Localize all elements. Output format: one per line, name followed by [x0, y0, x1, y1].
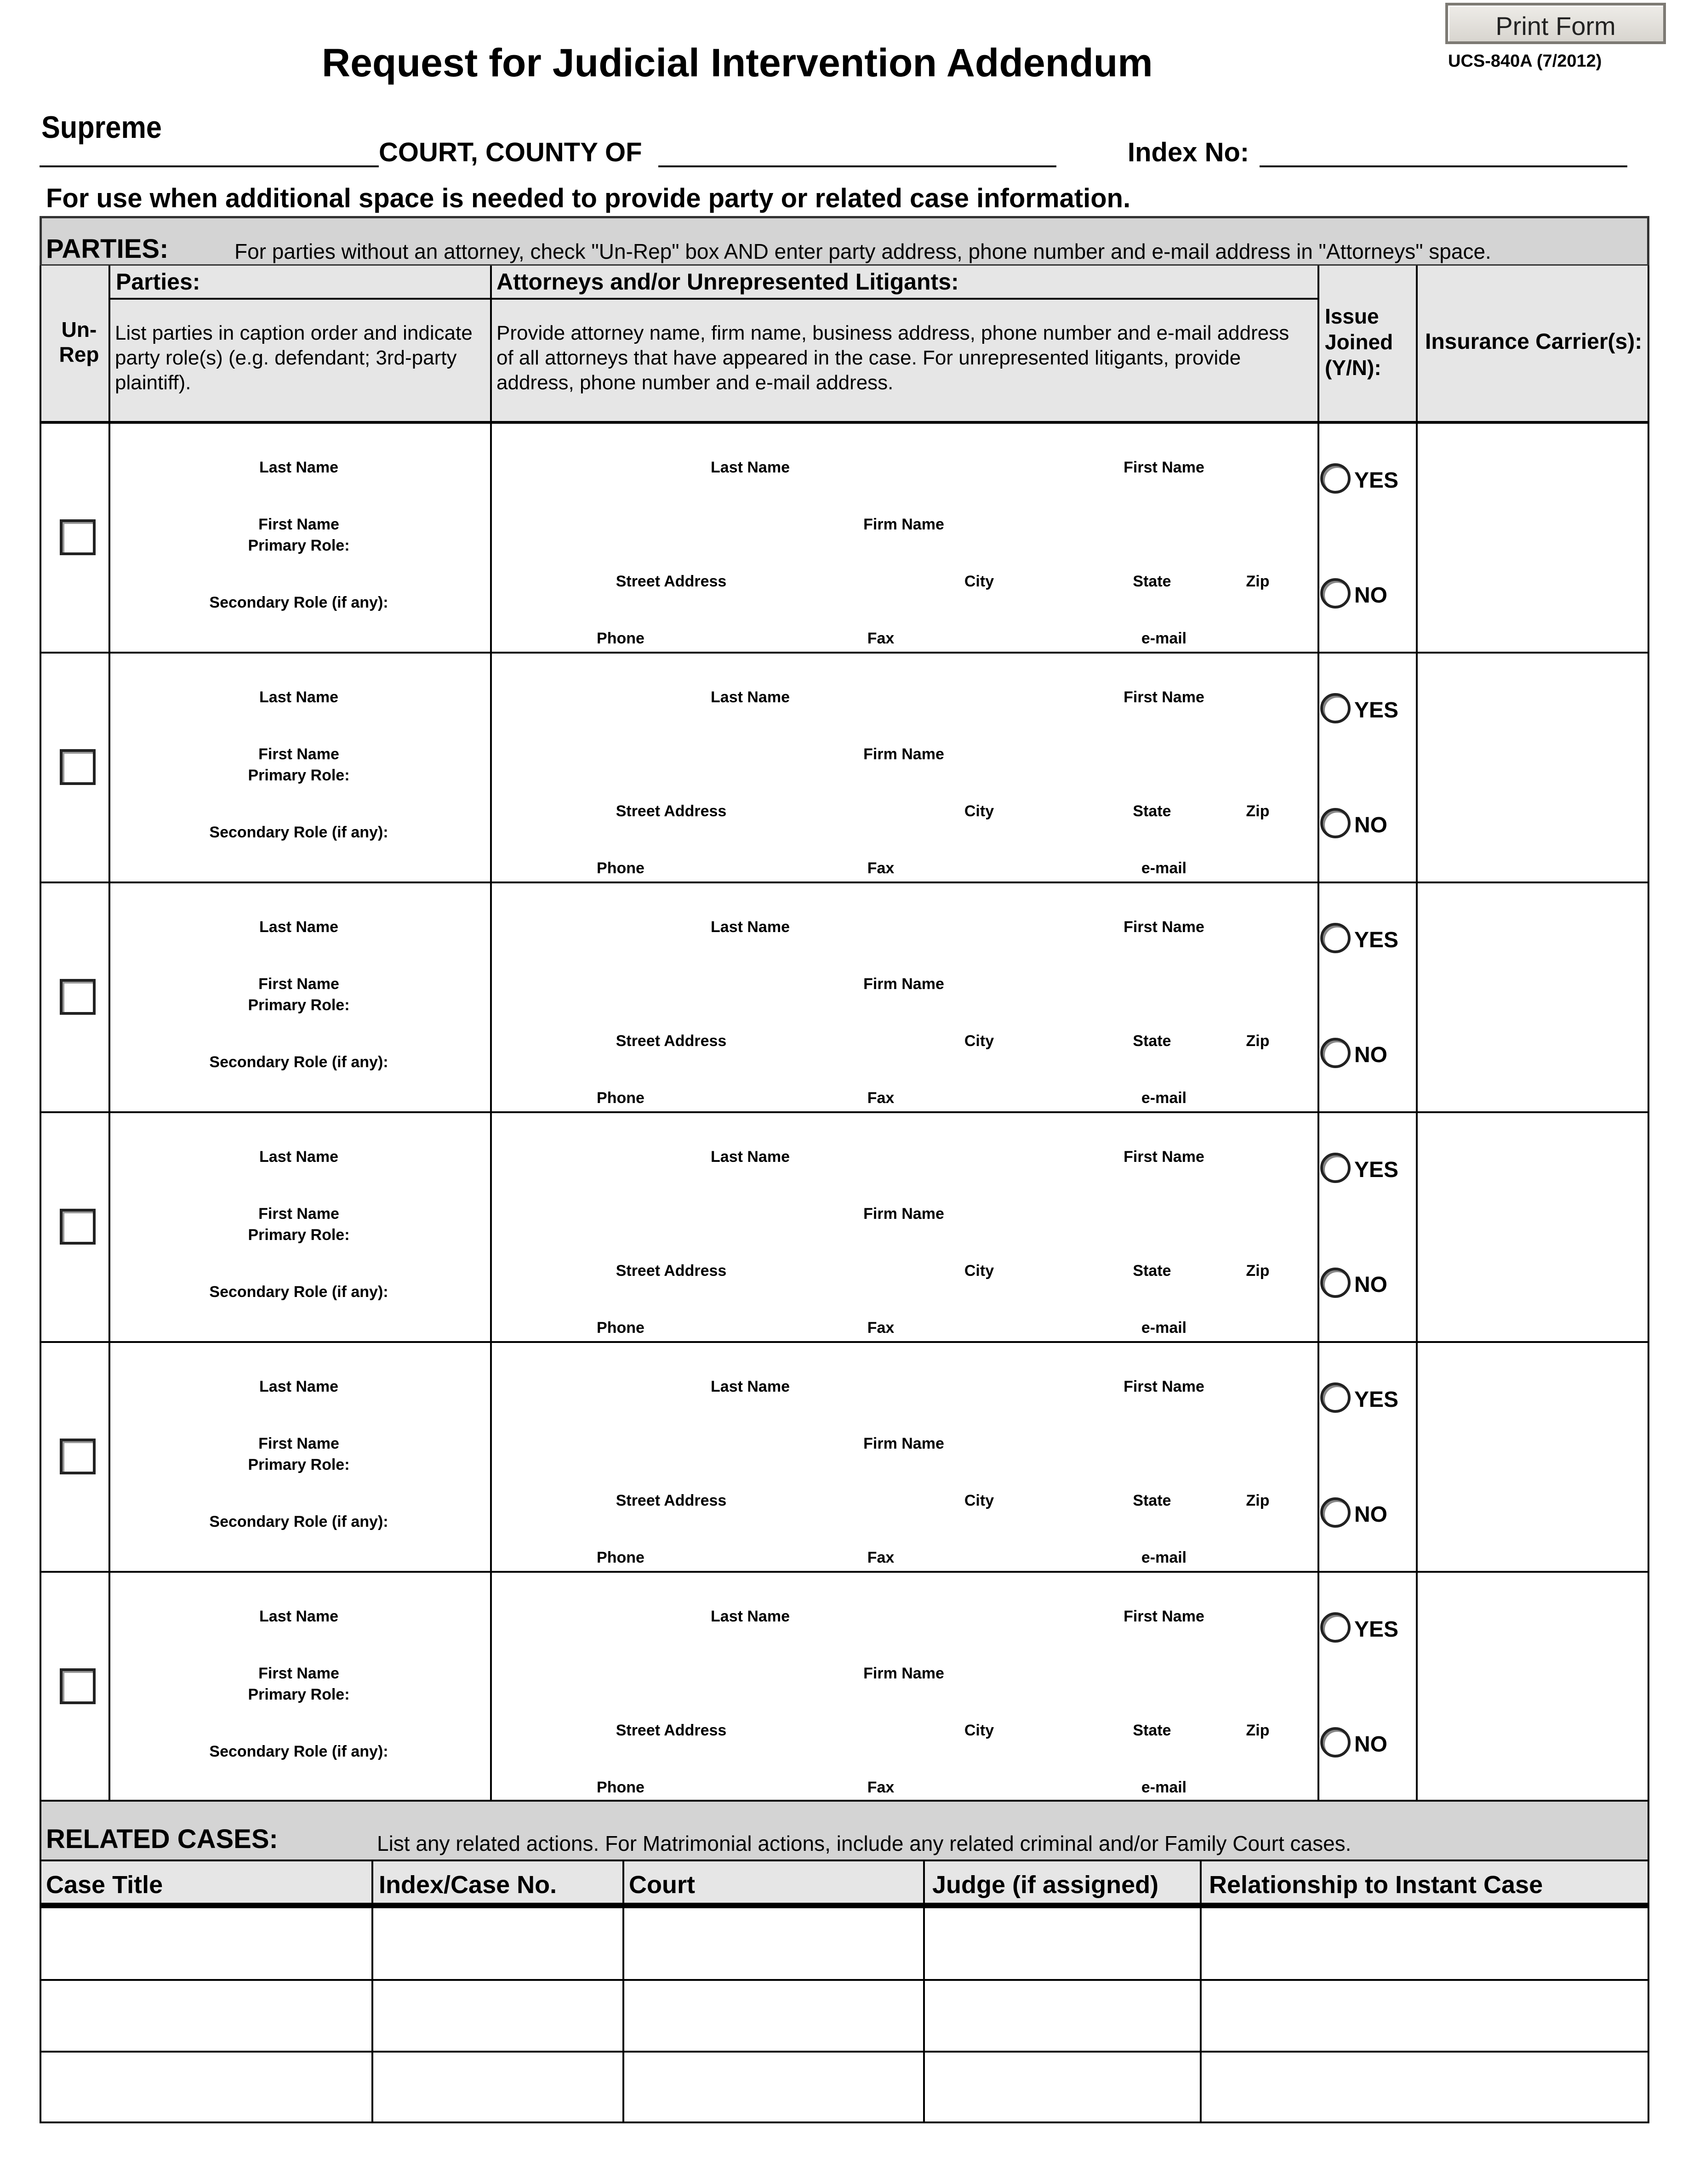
col-divider: [923, 1860, 925, 2123]
court-county-label: COURT, COUNTY OF: [379, 137, 642, 167]
unrep-checkbox[interactable]: [60, 1668, 96, 1704]
email-label: e-mail: [1141, 1549, 1187, 1566]
fax-label: Fax: [867, 859, 895, 877]
state-label: State: [1133, 802, 1171, 820]
row-divider: [40, 2051, 1649, 2053]
col-divider: [490, 1341, 492, 1571]
email-label: e-mail: [1141, 1319, 1187, 1337]
street-address-label: Street Address: [616, 1722, 727, 1739]
party-secondary-role-label: Secondary Role (if any):: [209, 1053, 388, 1071]
yes-label: YES: [1354, 698, 1399, 722]
party-secondary-role-label: Secondary Role (if any):: [209, 1743, 388, 1760]
party-last-name-label: Last Name: [259, 1608, 338, 1625]
phone-label: Phone: [597, 1549, 644, 1566]
email-label: e-mail: [1141, 859, 1187, 877]
street-address-label: Street Address: [616, 1492, 727, 1509]
fax-label: Fax: [867, 1319, 895, 1337]
email-label: e-mail: [1141, 1779, 1187, 1796]
state-label: State: [1133, 1722, 1171, 1739]
attorney-last-name-label: Last Name: [711, 918, 790, 936]
email-label: e-mail: [1141, 630, 1187, 647]
index-number-field[interactable]: [1260, 165, 1627, 167]
attorney-first-name-label: First Name: [1123, 1608, 1204, 1625]
col-divider: [1317, 1111, 1319, 1341]
zip-label: Zip: [1246, 1262, 1270, 1280]
insurance-carrier-field[interactable]: [1419, 656, 1646, 877]
party-primary-role-label: Primary Role:: [248, 996, 350, 1014]
firm-name-label: Firm Name: [863, 975, 944, 993]
related-case-cell-input[interactable]: [625, 1910, 920, 1976]
party-primary-role-label: Primary Role:: [248, 537, 350, 554]
fax-label: Fax: [867, 1089, 895, 1107]
party-first-name-label: First Name: [258, 1665, 339, 1682]
phone-label: Phone: [597, 1089, 644, 1107]
page-title: Request for Judicial Intervention Addendum: [322, 41, 1153, 85]
related-case-cell-input[interactable]: [1203, 1982, 1647, 2048]
insurance-carrier-field[interactable]: [1419, 427, 1646, 647]
related-case-cell-input[interactable]: [1203, 2053, 1647, 2120]
related-cases-heading: RELATED CASES:: [46, 1824, 278, 1854]
state-label: State: [1133, 1262, 1171, 1280]
rc-col-judge: Judge (if assigned): [932, 1871, 1159, 1899]
city-label: City: [964, 1722, 994, 1739]
col-divider: [490, 1111, 492, 1341]
col-divider: [490, 422, 492, 652]
insurance-carrier-field[interactable]: [1419, 1575, 1646, 1796]
county-field[interactable]: [658, 165, 1056, 167]
rc-col-relationship: Relationship to Instant Case: [1209, 1871, 1543, 1899]
firm-name-label: Firm Name: [863, 745, 944, 763]
phone-label: Phone: [597, 1779, 644, 1796]
party-secondary-role-label: Secondary Role (if any):: [209, 1283, 388, 1301]
email-label: e-mail: [1141, 1089, 1187, 1107]
phone-label: Phone: [597, 859, 644, 877]
col-divider: [1317, 422, 1319, 652]
parties-column-description: List parties in caption order and indicate party role(s) (e.g. defendant; 3rd-party plaintiff).: [115, 322, 473, 394]
attorney-last-name-label: Last Name: [711, 1148, 790, 1166]
unrep-checkbox[interactable]: [60, 979, 96, 1015]
insurance-carrier-field[interactable]: [1419, 1346, 1646, 1566]
col-divider: [1416, 266, 1418, 423]
col-divider: [622, 1860, 624, 2123]
attorney-first-name-label: First Name: [1123, 688, 1204, 706]
party-primary-role-label: Primary Role:: [248, 1686, 350, 1703]
col-divider: [1416, 422, 1418, 652]
party-primary-role-label: Primary Role:: [248, 1226, 350, 1244]
street-address-label: Street Address: [616, 802, 727, 820]
attorneys-column-description: Provide attorney name, firm name, business address, phone number and e-mail address of all attorneys that have appeared in the case. For unrepresented litigants, provide address, phone number and e-mail address.: [496, 322, 1289, 394]
print-form-button[interactable]: Print Form: [1445, 3, 1666, 44]
related-case-cell-input[interactable]: [926, 2053, 1197, 2120]
col-divider: [108, 882, 110, 1111]
party-last-name-label: Last Name: [259, 1378, 338, 1395]
issue-joined-no-radio[interactable]: [1320, 1727, 1351, 1757]
col-divider: [1317, 1341, 1319, 1571]
col-divider: [108, 1341, 110, 1571]
col-divider: [108, 1571, 110, 1801]
party-primary-role-label: Primary Role:: [248, 1456, 350, 1473]
issue-joined-yes-radio[interactable]: [1320, 923, 1351, 953]
col-divider: [108, 422, 110, 652]
no-label: NO: [1354, 1273, 1387, 1297]
related-case-cell-input[interactable]: [926, 1982, 1197, 2048]
no-label: NO: [1354, 1732, 1387, 1757]
unrep-checkbox[interactable]: [60, 519, 96, 555]
col-divider: [490, 1571, 492, 1801]
unrep-checkbox[interactable]: [60, 1209, 96, 1245]
related-cases-instruction: List any related actions. For Matrimonial actions, include any related criminal and/or Family Court cases.: [377, 1831, 1352, 1855]
state-label: State: [1133, 1032, 1171, 1050]
issue-joined-yes-radio[interactable]: [1320, 693, 1351, 723]
yes-label: YES: [1354, 1158, 1399, 1182]
court-name-line: [40, 165, 379, 167]
zip-label: Zip: [1246, 1722, 1270, 1739]
attorney-first-name-label: First Name: [1123, 1378, 1204, 1395]
issue-joined-no-radio[interactable]: [1320, 1497, 1351, 1528]
col-divider: [108, 1111, 110, 1341]
attorneys-column-header: Attorneys and/or Unrepresented Litigants:: [496, 269, 959, 295]
zip-label: Zip: [1246, 1492, 1270, 1509]
rc-col-case-title: Case Title: [46, 1871, 163, 1899]
street-address-label: Street Address: [616, 1032, 727, 1050]
usage-note: For use when additional space is needed to provide party or related case information.: [46, 183, 1131, 213]
related-case-cell-input[interactable]: [625, 2053, 920, 2120]
state-label: State: [1133, 1492, 1171, 1509]
form-number: UCS-840A (7/2012): [1448, 51, 1602, 71]
col-divider: [1416, 1111, 1418, 1341]
zip-label: Zip: [1246, 1032, 1270, 1050]
col-divider: [1317, 266, 1319, 423]
related-case-cell-input[interactable]: [42, 1910, 369, 1976]
party-first-name-label: First Name: [258, 1435, 339, 1452]
related-case-cell-input[interactable]: [42, 1982, 369, 2048]
city-label: City: [964, 1032, 994, 1050]
party-first-name-label: First Name: [258, 1205, 339, 1223]
city-label: City: [964, 1492, 994, 1509]
col-divider: [1317, 882, 1319, 1111]
no-label: NO: [1354, 813, 1387, 837]
party-primary-role-label: Primary Role:: [248, 767, 350, 784]
attorney-last-name-label: Last Name: [711, 688, 790, 706]
state-label: State: [1133, 573, 1171, 590]
no-label: NO: [1354, 583, 1387, 608]
col-divider: [1317, 652, 1319, 882]
row-divider: [40, 1979, 1649, 1981]
rc-col-court: Court: [629, 1871, 695, 1899]
phone-label: Phone: [597, 1319, 644, 1337]
city-label: City: [964, 802, 994, 820]
no-label: NO: [1354, 1043, 1387, 1067]
fax-label: Fax: [867, 1779, 895, 1796]
related-case-cell-input[interactable]: [374, 2053, 620, 2120]
related-case-cell-input[interactable]: [42, 2053, 369, 2120]
col-divider: [1416, 1571, 1418, 1801]
insurance-carrier-field[interactable]: [1419, 1116, 1646, 1337]
firm-name-label: Firm Name: [863, 1435, 944, 1452]
firm-name-label: Firm Name: [863, 516, 944, 533]
issue-joined-yes-radio[interactable]: [1320, 1612, 1351, 1643]
yes-label: YES: [1354, 928, 1399, 952]
col-divider: [490, 266, 492, 423]
party-last-name-label: Last Name: [259, 688, 338, 706]
party-last-name-label: Last Name: [259, 1148, 338, 1166]
issue-joined-no-radio[interactable]: [1320, 1268, 1351, 1298]
issue-joined-no-radio[interactable]: [1320, 1038, 1351, 1068]
parties-heading: PARTIES:: [46, 234, 169, 264]
attorney-first-name-label: First Name: [1123, 918, 1204, 936]
party-last-name-label: Last Name: [259, 918, 338, 936]
party-first-name-label: First Name: [258, 745, 339, 763]
index-number-label: Index No:: [1128, 137, 1249, 167]
parties-column-header-label: Parties:: [116, 269, 200, 295]
issue-joined-no-radio[interactable]: [1320, 578, 1351, 609]
col-divider: [1200, 1860, 1202, 2123]
no-label: NO: [1354, 1502, 1387, 1527]
related-case-cell-input[interactable]: [926, 1910, 1197, 1976]
yes-label: YES: [1354, 468, 1399, 493]
related-case-cell-input[interactable]: [625, 1982, 920, 2048]
insurance-column-header: Insurance Carrier(s):: [1425, 330, 1642, 354]
zip-label: Zip: [1246, 802, 1270, 820]
unrep-column-header: Un- Rep: [59, 318, 99, 366]
col-divider: [108, 266, 110, 423]
attorney-last-name-label: Last Name: [711, 459, 790, 476]
party-first-name-label: First Name: [258, 975, 339, 993]
attorney-last-name-label: Last Name: [711, 1608, 790, 1625]
city-label: City: [964, 1262, 994, 1280]
party-first-name-label: First Name: [258, 516, 339, 533]
court-type-field[interactable]: Supreme: [41, 110, 162, 145]
unrep-checkbox[interactable]: [60, 749, 96, 785]
col-divider: [1416, 652, 1418, 882]
insurance-carrier-field[interactable]: [1419, 886, 1646, 1107]
issue-joined-yes-radio[interactable]: [1320, 463, 1351, 494]
related-case-cell-input[interactable]: [1203, 1910, 1647, 1976]
fax-label: Fax: [867, 1549, 895, 1566]
street-address-label: Street Address: [616, 573, 727, 590]
header-divider: [110, 298, 1318, 300]
parties-instruction: For parties without an attorney, check "Un-Rep" box AND enter party address, phone number and e-mail address in "Attorneys" space.: [234, 239, 1491, 263]
issue-joined-yes-radio[interactable]: [1320, 1382, 1351, 1413]
related-case-cell-input[interactable]: [374, 1982, 620, 2048]
zip-label: Zip: [1246, 573, 1270, 590]
col-divider: [1317, 1571, 1319, 1801]
street-address-label: Street Address: [616, 1262, 727, 1280]
attorney-last-name-label: Last Name: [711, 1378, 790, 1395]
firm-name-label: Firm Name: [863, 1205, 944, 1223]
unrep-checkbox[interactable]: [60, 1439, 96, 1474]
party-secondary-role-label: Secondary Role (if any):: [209, 824, 388, 841]
party-secondary-role-label: Secondary Role (if any):: [209, 1513, 388, 1530]
rc-col-index-case-no: Index/Case No.: [379, 1871, 557, 1899]
issue-joined-column-header: Issue Joined (Y/N):: [1325, 304, 1393, 380]
col-divider: [1416, 882, 1418, 1111]
issue-joined-yes-radio[interactable]: [1320, 1153, 1351, 1183]
firm-name-label: Firm Name: [863, 1665, 944, 1682]
attorney-first-name-label: First Name: [1123, 1148, 1204, 1166]
phone-label: Phone: [597, 630, 644, 647]
col-divider: [490, 652, 492, 882]
yes-label: YES: [1354, 1388, 1399, 1412]
col-divider: [490, 882, 492, 1111]
col-divider: [108, 652, 110, 882]
city-label: City: [964, 573, 994, 590]
fax-label: Fax: [867, 630, 895, 647]
yes-label: YES: [1354, 1617, 1399, 1642]
related-case-cell-input[interactable]: [374, 1910, 620, 1976]
attorney-first-name-label: First Name: [1123, 459, 1204, 476]
issue-joined-no-radio[interactable]: [1320, 808, 1351, 838]
party-last-name-label: Last Name: [259, 459, 338, 476]
col-divider: [371, 1860, 373, 2123]
party-secondary-role-label: Secondary Role (if any):: [209, 594, 388, 611]
col-divider: [1416, 1341, 1418, 1571]
